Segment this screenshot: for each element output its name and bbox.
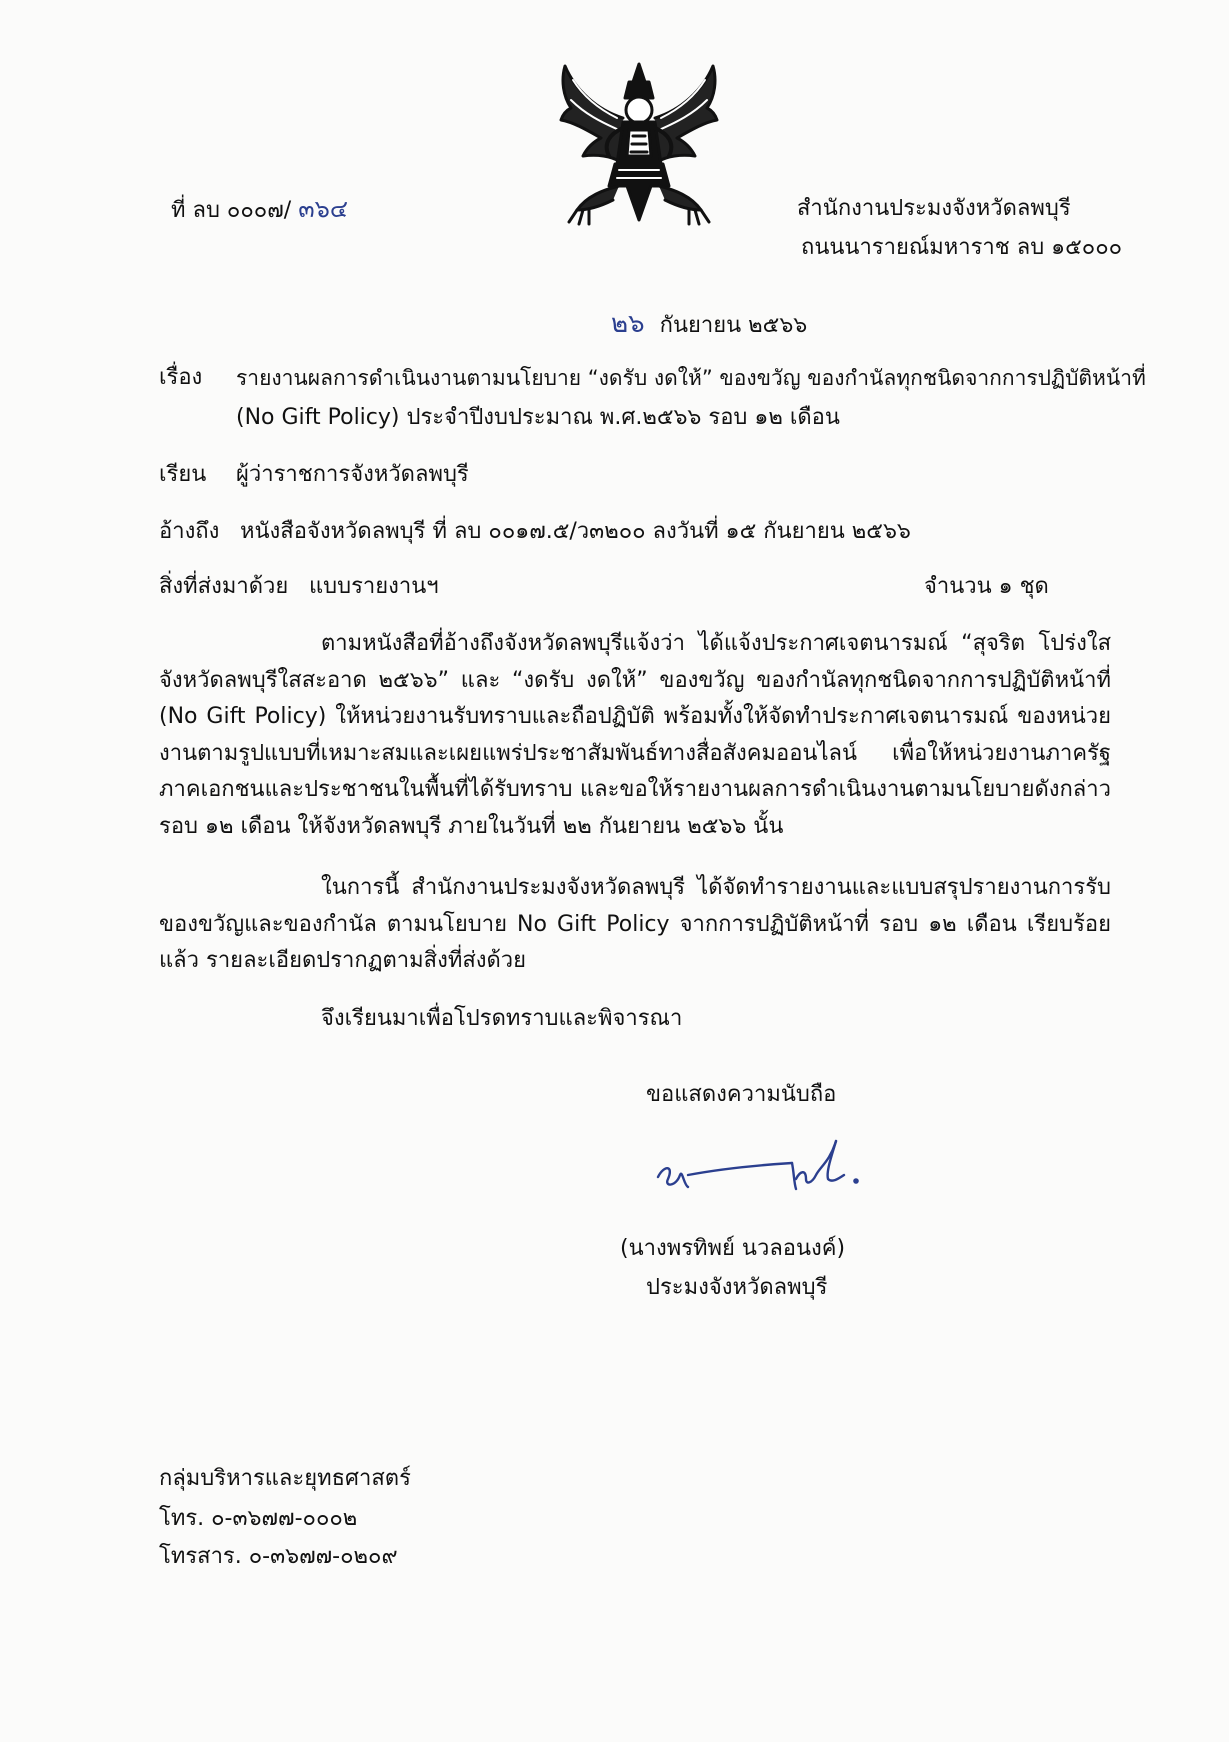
reference-label: อ้างถึง <box>159 519 220 544</box>
enclosure-value: แบบรายงานฯ <box>309 574 439 599</box>
subject-label: เรื่อง <box>159 365 203 390</box>
recipient-value: ผู้ว่าราชการจังหวัดลพบุรี <box>236 462 469 487</box>
reference-prefix: ที่ ลบ ๐๐๐๗/ <box>171 198 292 223</box>
handwritten-reference-number: ๓๖๔ <box>298 195 348 223</box>
footer-department: กลุ่มบริหารและยุทธศาสตร์ <box>159 1466 411 1491</box>
office-address: ถนนนารายณ์มหาราช ลบ ๑๕๐๐๐ <box>801 235 1123 260</box>
recipient-label: เรียน <box>159 462 207 487</box>
garuda-emblem-icon <box>557 60 721 230</box>
footer-phone: โทร. ๐-๓๖๗๗-๐๐๐๒ <box>159 1506 358 1531</box>
salutation: ขอแสดงความนับถือ <box>646 1082 837 1107</box>
body-paragraph-2: ในการนี้ สำนักงานประมงจังหวัดลพบุรี ได้จัดทำรายงานและแบบสรุปรายงานการรับของขวัญและของกำนัล ตามนโยบาย No Gift Policy จากการปฏิบัติหน้าที่ รอบ ๑๒ เดือน เรียบร้อยแล้ว รายละเอียดปรากฏตามสิ่งที่ส่งด้วย <box>159 875 1111 973</box>
document-date <box>611 309 807 341</box>
enclosure-label: สิ่งที่ส่งมาด้วย <box>159 574 289 599</box>
footer-fax: โทรสาร. ๐-๓๖๗๗-๐๒๐๙ <box>159 1544 398 1569</box>
office-name: สำนักงานประมงจังหวัดลพบุรี <box>797 196 1071 221</box>
signatory-name: (นางพรทิพย์ นวลอนงค์) <box>620 1236 846 1261</box>
enclosure-quantity: จำนวน ๑ ชุด <box>924 574 1049 599</box>
subject-line-1: รายงานผลการดำเนินงานตามนโยบาย “งดรับ งดให้” ของขวัญ ของกำนัลทุกชนิดจากการปฏิบัติหน้าที่ <box>236 366 1146 390</box>
signatory-position: ประมงจังหวัดลพบุรี <box>646 1275 828 1300</box>
closing-request: จึงเรียนมาเพื่อโปรดทราบและพิจารณา <box>321 1006 683 1031</box>
body-paragraph-1: ตามหนังสือที่อ้างถึงจังหวัดลพบุรีแจ้งว่า ได้แจ้งประกาศเจตนารมณ์ “สุจริต โปร่งใส จังหวัดลพบุรีใสสะอาด ๒๕๖๖” และ “งดรับ งดให้” ของขวัญ ของกำนัลทุกชนิดจากการปฏิบัติหน้าที่ (No Gift Policy) ให้หน่วยงานรับทราบและถือปฏิบัติ พร้อมทั้งให้จัดทำประกาศเจตนารมณ์ ของหน่วยงานตามรูปแบบที่เหมาะสมและเผยแพร่ประชาสัมพันธ์ทางสื่อสังคมออนไลน์ เพื่อให้หน่วยงานภาครัฐ ภาคเอกชนและประชาชนในพื้นที่ได้รับทราบ และขอให้รายงานผลการดำเนินงานตามนโยบายดังกล่าว รอบ ๑๒ เดือน ให้จังหวัดลพบุรี ภายในวันที่ ๒๒ กันยายน ๒๕๖๖ นั้น <box>159 631 1111 839</box>
subject-line-2: (No Gift Policy) ประจำปีงบประมาณ พ.ศ.๒๕๖๖ รอบ ๑๒ เดือน <box>236 405 840 430</box>
handwritten-day: ๒๖ <box>611 309 645 339</box>
reference-value: หนังสือจังหวัดลพบุรี ที่ ลบ ๐๐๑๗.๕/ว๓๒๐๐ ลงวันที่ ๑๕ กันยายน ๒๕๖๖ <box>240 519 911 544</box>
reference-number <box>171 194 348 226</box>
handwritten-signature-icon <box>650 1135 870 1205</box>
date-month-year: กันยายน ๒๕๖๖ <box>659 313 808 338</box>
